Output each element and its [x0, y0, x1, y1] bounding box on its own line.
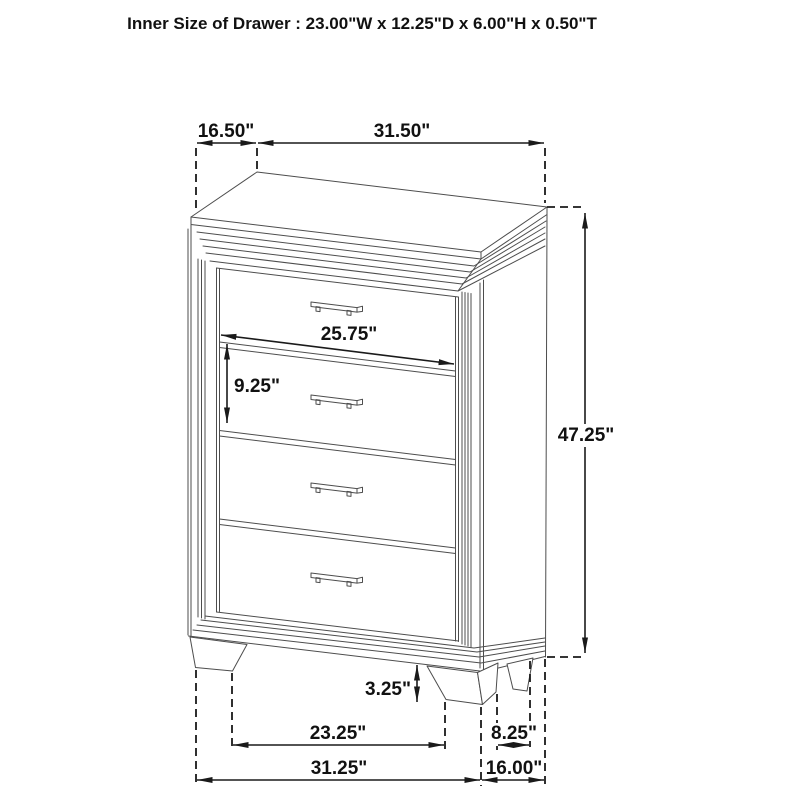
dim-side-leg-span: [491, 723, 537, 745]
case-frame: [188, 215, 547, 671]
dim-base-depth-label: 16.00": [485, 758, 543, 779]
dim-top-depth: [197, 121, 256, 143]
dim-base-width-label: 31.25": [310, 758, 368, 779]
dim-top-depth-label: 16.50": [197, 121, 255, 142]
dim-front-leg-span: [233, 723, 444, 745]
drawer-1-handle: [311, 302, 363, 315]
chest-top-slab: [191, 172, 547, 259]
dim-side-leg-span-label: 8.25": [491, 723, 537, 744]
dim-drawer-front-height-label: 9.25": [234, 376, 280, 397]
drawer-4-handle: [311, 573, 363, 586]
dim-base-depth: [482, 758, 544, 780]
dim-drawer-opening-width-label: 25.75": [320, 324, 378, 345]
dim-top-width-label: 31.50": [373, 121, 431, 142]
dim-leg-height-label: 3.25": [365, 679, 411, 700]
dim-drawer-front-height: [227, 344, 280, 423]
dim-top-width: [258, 121, 544, 143]
dim-drawer-opening-width: [221, 324, 454, 364]
drawer-2-handle: [311, 395, 363, 408]
dim-front-leg-span-label: 23.25": [309, 723, 367, 744]
front-right-leg: [427, 666, 483, 705]
dim-overall-height: [554, 213, 618, 653]
dim-base-width: [197, 758, 480, 780]
chest-line-drawing: [188, 172, 547, 705]
page-title: Inner Size of Drawer : 23.00"W x 12.25"D x 6.00"H x 0.50"T: [127, 14, 597, 33]
drawer-3-handle: [311, 483, 363, 496]
dim-leg-height: [365, 665, 417, 702]
dim-overall-height-label: 47.25": [557, 425, 615, 446]
drawer-dividers: [220, 342, 456, 554]
